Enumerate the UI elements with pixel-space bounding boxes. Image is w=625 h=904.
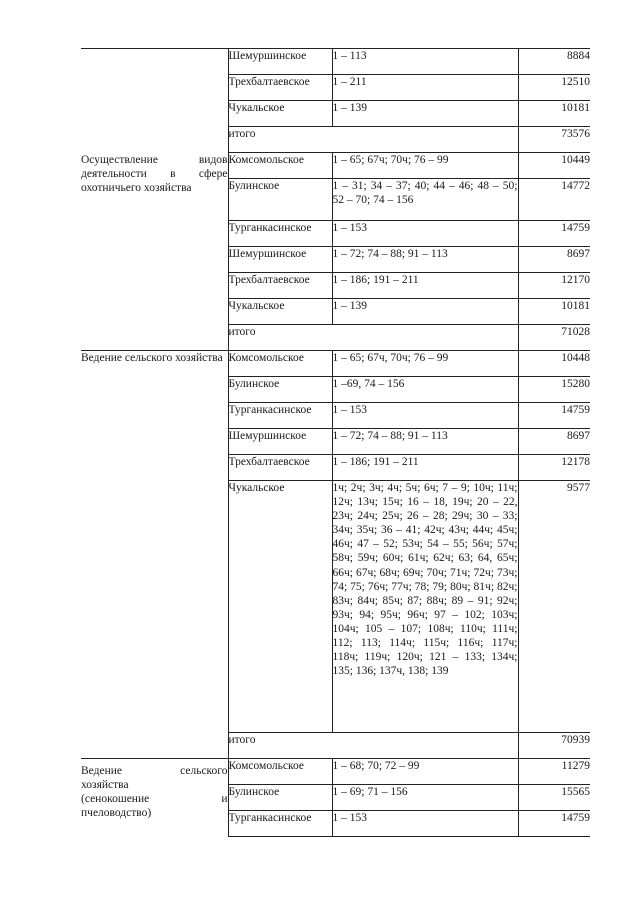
sites-cell: 1 – 186; 191 – 211 (332, 455, 518, 481)
total-value: 70939 (518, 733, 590, 759)
settlement-cell: Комсомольское (228, 759, 332, 785)
settlement-cell: Шемуршинское (228, 49, 332, 75)
activity-line: Ведение сельского (81, 765, 228, 777)
activity-cell (81, 49, 228, 153)
sites-cell: 1 – 72; 74 – 88; 91 – 113 (332, 429, 518, 455)
area-cell: 14759 (518, 403, 590, 429)
sites-cell: 1 –69, 74 – 156 (332, 377, 518, 403)
settlement-cell: Шемуршинское (228, 429, 332, 455)
area-cell: 14759 (518, 221, 590, 247)
settlement-cell: Булинское (228, 179, 332, 221)
activity-label: Ведение сельского хозяйства (81, 352, 223, 364)
table-row (81, 49, 590, 75)
table-row (81, 351, 590, 377)
settlement-cell: Турганкасинское (228, 811, 332, 837)
total-label: итого (228, 733, 518, 759)
activity-line: пчеловодство) (81, 807, 152, 819)
settlement-cell: Чукальское (228, 101, 332, 127)
activity-cell (81, 153, 228, 351)
sites-cell: 1 – 211 (332, 75, 518, 101)
total-label: итого (228, 325, 518, 351)
settlement-cell: Комсомольское (228, 351, 332, 377)
settlement-cell: Булинское (228, 785, 332, 811)
sites-cell: 1 – 72; 74 – 88; 91 – 113 (332, 247, 518, 273)
area-cell: 15280 (518, 377, 590, 403)
sites-cell: 1 – 139 (332, 101, 518, 127)
settlement-cell: Турганкасинское (228, 403, 332, 429)
table-row (81, 153, 590, 179)
activity-cell (81, 351, 228, 759)
area-cell: 10181 (518, 101, 590, 127)
area-cell: 8697 (518, 247, 590, 273)
area-cell: 8884 (518, 49, 590, 75)
settlement-cell: Трехбалтаевское (228, 455, 332, 481)
area-cell: 14772 (518, 179, 590, 221)
sites-cell: 1 – 186; 191 – 211 (332, 273, 518, 299)
area-cell: 10181 (518, 299, 590, 325)
area-cell: 10448 (518, 351, 590, 377)
sites-cell: 1 – 153 (332, 811, 518, 837)
settlement-cell: Трехбалтаевское (228, 273, 332, 299)
area-cell: 10449 (518, 153, 590, 179)
total-value: 71028 (518, 325, 590, 351)
table-row (81, 759, 590, 785)
sites-cell: 1 – 139 (332, 299, 518, 325)
area-cell: 15565 (518, 785, 590, 811)
total-label: итого (228, 127, 518, 153)
sites-cell: 1 – 113 (332, 49, 518, 75)
area-cell: 9577 (518, 481, 590, 733)
sites-cell: 1 – 153 (332, 403, 518, 429)
activity-label: Осуществление видов деятельности в сфере охотничьего хозяйства (81, 153, 228, 194)
total-value: 73576 (518, 127, 590, 153)
settlement-cell: Комсомольское (228, 153, 332, 179)
activity-line: хозяйства (81, 779, 129, 791)
sites-cell: 1 – 68; 70; 72 – 99 (332, 759, 518, 785)
sites-cell: 1 – 153 (332, 221, 518, 247)
area-cell: 12178 (518, 455, 590, 481)
sites-cell: 1 – 69; 71 – 156 (332, 785, 518, 811)
area-cell: 8697 (518, 429, 590, 455)
settlement-cell: Булинское (228, 377, 332, 403)
land-use-table (81, 48, 590, 837)
settlement-cell: Шемуршинское (228, 247, 332, 273)
settlement-cell: Трехбалтаевское (228, 75, 332, 101)
sites-cell: 1 – 65; 67ч; 70ч; 76 – 99 (332, 153, 518, 179)
area-cell: 11279 (518, 759, 590, 785)
sites-cell: 1ч; 2ч; 3ч; 4ч; 5ч; 6ч; 7 – 9; 10ч; 11ч; 12ч; 13ч; 15ч; 16 – 18, 19ч; 20 – 22, 23ч; 24ч; 25ч; 26 – 28; 29ч; 30 – 33; 34ч; 35ч; 36 – 41; 42ч; 43ч; 44ч; 45ч; 46ч; 47 – 52; 53ч; 54 – 55; 56ч; 57ч; 58ч; 59ч; 60ч; 61ч; 62ч; 63; 64, 65ч; 66ч; 67ч; 68ч; 69ч; 70ч; 71ч; 72ч; 73ч; 74; 75; 76ч; 77ч; 78; 79; 80ч; 81ч; 82ч; 83ч; 84ч; 85ч; 87; 88ч; 89 – 91; 92ч; 93ч; 94; 95ч; 96ч; 97 – 102; 103ч; 104ч; 105 – 107; 108ч; 110ч; 111ч; 112; 113; 114ч; 115ч; 116ч; 117ч; 118ч; 119ч; 120ч; 121 – 133; 134ч; 135; 136; 137ч, 138; 139 (332, 481, 518, 733)
activity-cell (81, 759, 228, 837)
settlement-cell: Турганкасинское (228, 221, 332, 247)
area-cell: 12170 (518, 273, 590, 299)
settlement-cell: Чукальское (228, 299, 332, 325)
settlement-cell: Чукальское (228, 481, 332, 733)
sites-cell: 1 – 31; 34 – 37; 40; 44 – 46; 48 – 50; 52 – 70; 74 – 156 (332, 179, 518, 221)
area-cell: 14759 (518, 811, 590, 837)
activity-line: (сенокошение и (81, 793, 228, 805)
area-cell: 12510 (518, 75, 590, 101)
sites-cell: 1 – 65; 67ч, 70ч; 76 – 99 (332, 351, 518, 377)
